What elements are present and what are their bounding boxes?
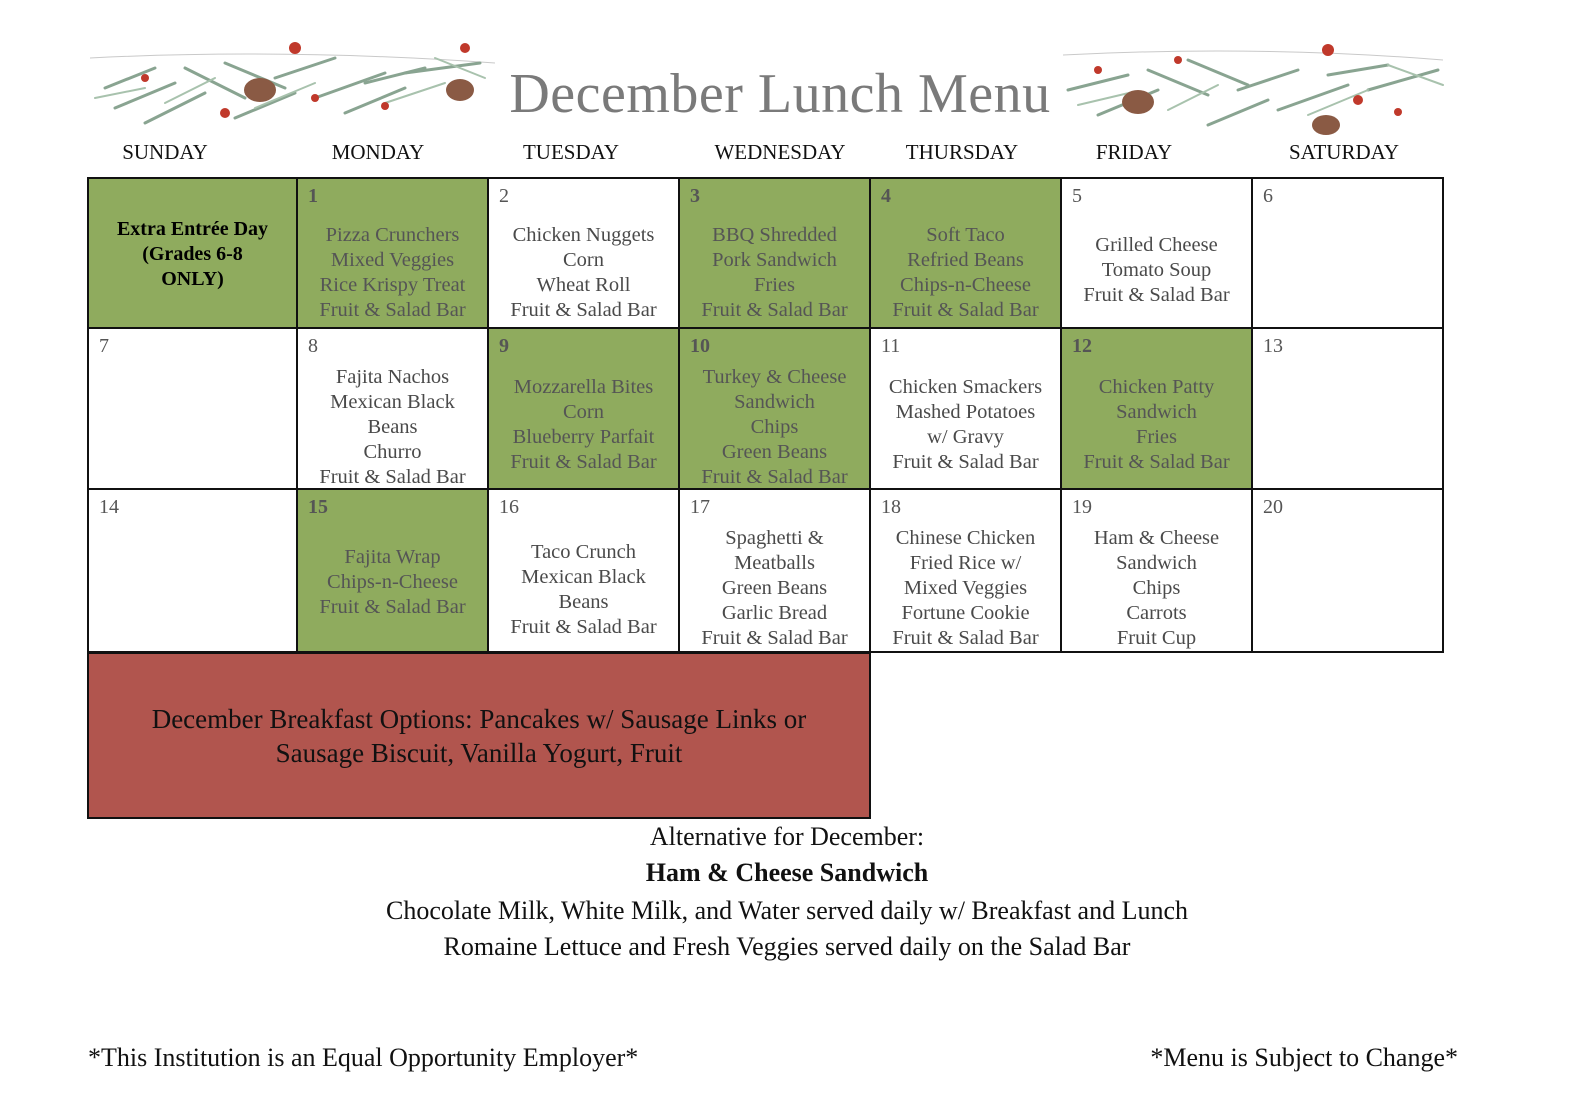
menu-item: Blueberry Parfait (512, 426, 655, 448)
menu-item: Mixed Veggies (903, 577, 1028, 599)
day-number: 16 (499, 496, 519, 518)
calendar-day-cell (487, 177, 680, 329)
day-number: 2 (499, 185, 509, 207)
day-number: 14 (99, 496, 119, 518)
menu-item: Fruit & Salad Bar (319, 596, 466, 618)
calendar-day-cell (678, 327, 871, 490)
weekday-saturday: SATURDAY (1288, 140, 1400, 164)
menu-item: Sandwich (1116, 401, 1197, 423)
salad-bar-note: Romaine Lettuce and Fresh Veggies served daily on the Salad Bar (443, 932, 1131, 961)
calendar-day-cell (1060, 488, 1253, 653)
day-number: 12 (1072, 335, 1092, 357)
menu-item: Chinese Chicken (895, 527, 1036, 549)
menu-item: Corn (563, 401, 604, 423)
extra-entree-line: Extra Entrée Day (116, 218, 269, 240)
calendar-day-cell (678, 177, 871, 329)
milk-note: Chocolate Milk, White Milk, and Water served daily w/ Breakfast and Lunch (385, 896, 1188, 925)
menu-item: Mozzarella Bites (513, 376, 654, 398)
day-number: 11 (881, 335, 901, 357)
menu-items (1064, 375, 1249, 475)
menu-item: Fajita Nachos (335, 366, 450, 388)
day-number: 10 (690, 335, 710, 357)
weekday-thursday: THURSDAY (905, 140, 1019, 164)
day-number: 3 (690, 185, 700, 207)
menu-items (491, 375, 676, 475)
menu-item: Carrots (1126, 602, 1187, 624)
menu-item: Fried Rice w/ (909, 552, 1022, 574)
alternative-label: Alternative for December: (649, 822, 925, 851)
menu-item: BBQ Shredded (712, 224, 837, 246)
menu-item: Mashed Potatoes (895, 401, 1036, 423)
menu-item: Fruit & Salad Bar (701, 627, 848, 649)
day-number: 15 (308, 496, 328, 518)
menu-item: w/ Gravy (927, 426, 1004, 448)
menu-item: Sandwich (734, 391, 815, 413)
calendar-day-cell (296, 177, 489, 329)
menu-item: Fruit & Salad Bar (892, 451, 1039, 473)
menu-item: Fruit & Salad Bar (701, 299, 848, 321)
menu-items (873, 375, 1058, 475)
menu-item: Mixed Veggies (330, 249, 455, 271)
menu-items (1064, 526, 1249, 651)
menu-item: Ham & Cheese (1093, 527, 1220, 549)
menu-items (300, 545, 485, 620)
menu-items (682, 365, 867, 490)
holiday-garland-left (85, 28, 500, 133)
menu-item: Chips-n-Cheese (900, 274, 1031, 296)
calendar-day-cell (869, 177, 1062, 329)
menu-item: Fries (1136, 426, 1177, 448)
menu-item: Fruit & Salad Bar (319, 299, 466, 321)
menu-item: Meatballs (734, 552, 815, 574)
weekday-friday: FRIDAY (1095, 140, 1173, 164)
day-number: 7 (99, 335, 109, 357)
extra-entree-note (89, 217, 296, 292)
menu-items (1064, 233, 1249, 308)
menu-item: Fajita Wrap (344, 546, 441, 568)
calendar-day-cell (1251, 177, 1444, 329)
breakfast-options-banner (87, 652, 871, 819)
day-number: 20 (1263, 496, 1283, 518)
menu-item: Grilled Cheese (1095, 234, 1218, 256)
calendar-day-cell (1060, 177, 1253, 329)
menu-item: Mexican Black (521, 566, 646, 588)
menu-items (491, 540, 676, 640)
calendar-day-cell (87, 327, 298, 490)
day-number: 19 (1072, 496, 1092, 518)
day-number: 4 (881, 185, 891, 207)
menu-item: Fruit & Salad Bar (701, 466, 848, 488)
menu-item: Beans (367, 416, 418, 438)
menu-item: Fries (754, 274, 795, 296)
menu-item: Fruit & Salad Bar (510, 299, 657, 321)
menu-item: Fruit & Salad Bar (892, 627, 1039, 649)
day-number: 1 (308, 185, 318, 207)
menu-items (682, 223, 867, 323)
menu-item: Fruit & Salad Bar (510, 616, 657, 638)
page-title: December Lunch Menu (509, 63, 1051, 125)
menu-items (873, 526, 1058, 651)
holiday-garland-right (1058, 30, 1448, 135)
menu-item: Green Beans (721, 577, 828, 599)
calendar-day-cell (87, 177, 298, 329)
calendar-day-cell (869, 327, 1062, 490)
calendar-day-cell (487, 488, 680, 653)
menu-item: Churro (363, 441, 422, 463)
weekday-wednesday: WEDNESDAY (714, 140, 846, 164)
menu-item: Soft Taco (926, 224, 1005, 246)
calendar-day-cell (87, 488, 298, 653)
day-number: 9 (499, 335, 509, 357)
menu-item: Fruit & Salad Bar (1083, 284, 1230, 306)
menu-item: Beans (558, 591, 609, 613)
weekday-sunday: SUNDAY (122, 140, 208, 164)
day-number: 17 (690, 496, 710, 518)
menu-items (491, 223, 676, 323)
weekday-tuesday: TUESDAY (522, 140, 620, 164)
day-number: 18 (881, 496, 901, 518)
menu-item: Fruit Cup (1116, 627, 1197, 649)
menu-items (300, 365, 485, 490)
menu-item: Taco Crunch (530, 541, 636, 563)
menu-items (873, 223, 1058, 323)
menu-item: Pork Sandwich (712, 249, 837, 271)
menu-item: Pizza Crunchers (325, 224, 460, 246)
menu-item: Fruit & Salad Bar (892, 299, 1039, 321)
day-number: 6 (1263, 185, 1273, 207)
calendar-day-cell (1251, 327, 1444, 490)
extra-entree-line: (Grades 6-8 (142, 243, 243, 265)
calendar-day-cell (487, 327, 680, 490)
menu-item: Sandwich (1116, 552, 1197, 574)
menu-item: Green Beans (721, 441, 828, 463)
menu-item: Chicken Smackers (888, 376, 1043, 398)
menu-item: Chips (750, 416, 799, 438)
extra-entree-line: ONLY) (161, 268, 224, 290)
menu-item: Mexican Black (330, 391, 455, 413)
menu-item: Rice Krispy Treat (319, 274, 466, 296)
menu-item: Spaghetti & (725, 527, 824, 549)
calendar-day-cell (296, 327, 489, 490)
weekday-header (70, 140, 1460, 170)
footer-subject-to-change: *Menu is Subject to Change* (1150, 1043, 1458, 1072)
menu-item: Fruit & Salad Bar (319, 466, 466, 488)
calendar-day-cell (869, 488, 1062, 653)
menu-item: Chicken Nuggets (512, 224, 655, 246)
day-number: 13 (1263, 335, 1283, 357)
menu-item: Garlic Bread (721, 602, 828, 624)
menu-item: Fortune Cookie (901, 602, 1030, 624)
calendar-day-cell (296, 488, 489, 653)
footer-equal-opportunity: *This Institution is an Equal Opportunity Employer* (88, 1043, 639, 1072)
menu-item: Fruit & Salad Bar (510, 451, 657, 473)
menu-item: Chips-n-Cheese (327, 571, 458, 593)
menu-item: Corn (563, 249, 604, 271)
breakfast-options-text: December Breakfast Options: Pancakes w/ Sausage Links or Sausage Biscuit, Vanilla Yogurt, Fruit (151, 703, 807, 768)
menu-item: Tomato Soup (1101, 259, 1212, 281)
menu-item: Fruit & Salad Bar (1083, 451, 1230, 473)
menu-item: Refried Beans (907, 249, 1024, 271)
menu-item: Wheat Roll (536, 274, 631, 296)
calendar-day-cell (1251, 488, 1444, 653)
alternative-item: Ham & Cheese Sandwich (645, 858, 929, 887)
weekday-monday: MONDAY (331, 140, 425, 164)
day-number: 8 (308, 335, 318, 357)
day-number: 5 (1072, 185, 1082, 207)
calendar-day-cell (1060, 327, 1253, 490)
calendar-day-cell (678, 488, 871, 653)
menu-item: Chicken Patty (1098, 376, 1215, 398)
menu-items (300, 223, 485, 323)
menu-item: Turkey & Cheese (702, 366, 847, 388)
menu-item: Chips (1132, 577, 1181, 599)
menu-items (682, 526, 867, 651)
